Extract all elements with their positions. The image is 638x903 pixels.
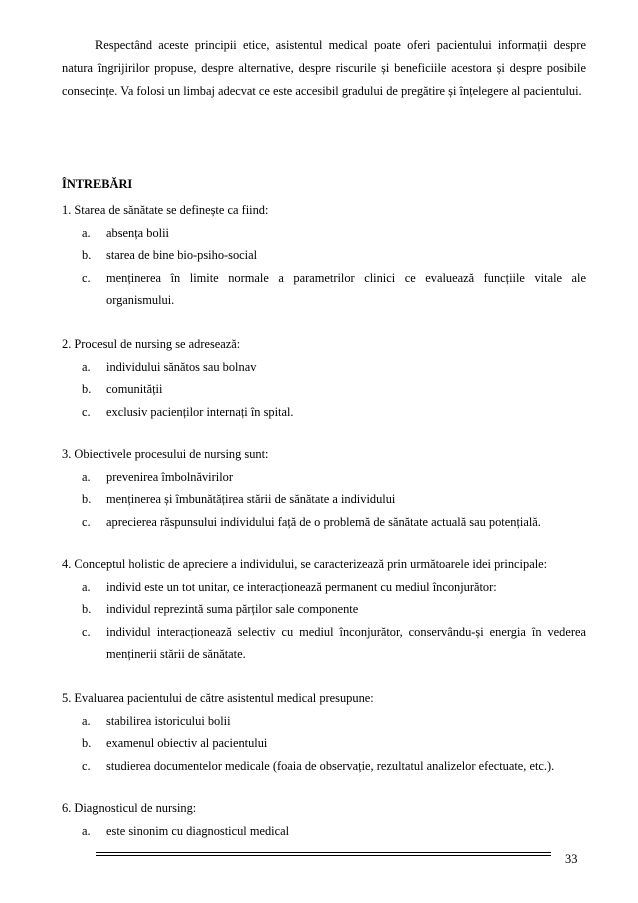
footer-rule (96, 852, 551, 856)
option-c (62, 401, 586, 424)
question-text: 3. Obiectivele procesului de nursing sunt: (62, 447, 269, 461)
option-letter: b. (82, 248, 92, 263)
option-text: stabilirea istoricului bolii (106, 713, 231, 728)
option-letter: b. (82, 602, 92, 617)
question-text: 5. Evaluarea pacientului de către asistentul medical presupune: (62, 691, 374, 705)
option-a (62, 710, 586, 733)
options-list (62, 356, 586, 424)
option-a (62, 466, 586, 489)
option-a (62, 576, 586, 599)
question-4 (62, 553, 586, 666)
option-letter: c. (82, 624, 91, 639)
option-text: individul interacționează selectiv cu mediul înconjurător, conservându-și energia în vederea menținerii stării de sănătate. (106, 624, 586, 662)
option-text: absența bolii (106, 225, 169, 240)
option-text: aprecierea răspunsului individului față de o problemă de sănătate actuală sau potențială. (106, 514, 541, 529)
options-list (62, 710, 586, 778)
option-b (62, 244, 586, 267)
question-text: 2. Procesul de nursing se adresează: (62, 337, 241, 351)
page-number: 33 (565, 852, 578, 866)
intro-text: Respectând aceste principii etice, asistentul medical poate oferi pacientului informații despre natura îngrijirilor propuse, despre alternative, despre riscurile și beneficiile acestora și despre posibile consecințe. Va folosi un limbaj adecvat ce este accesibil gradului de pregătire și înțelegere al pacientului. (62, 38, 586, 99)
option-letter: b. (82, 382, 92, 397)
question-3 (62, 443, 586, 533)
option-text: starea de bine bio-psiho-social (106, 248, 258, 263)
option-text: individ este un tot unitar, ce interacționează permanent cu mediul înconjurător: (106, 579, 497, 594)
options-list (62, 820, 586, 843)
option-text: menținerea și îmbunătățirea stării de sănătate a individului (106, 492, 396, 507)
question-text: 1. Starea de sănătate se definește ca fiind: (62, 203, 269, 217)
option-a (62, 820, 586, 843)
option-text: studierea documentelor medicale (foaia de observație, rezultatul analizelor efectuate, etc.). (106, 758, 555, 773)
option-text: comunității (106, 382, 163, 397)
question-6 (62, 797, 586, 842)
option-letter: a. (82, 713, 91, 728)
option-b (62, 488, 586, 511)
option-c (62, 267, 586, 312)
option-letter: b. (82, 736, 92, 751)
options-list (62, 466, 586, 534)
option-c (62, 621, 586, 666)
option-a (62, 222, 586, 245)
option-letter: b. (82, 492, 92, 507)
option-letter: c. (82, 404, 91, 419)
options-list (62, 222, 586, 312)
section-heading: ÎNTREBĂRI (62, 177, 133, 191)
question-5 (62, 687, 586, 777)
option-text: exclusiv pacienților internați în spital. (106, 404, 294, 419)
option-letter: c. (82, 758, 91, 773)
options-list (62, 576, 586, 666)
option-text: individului sănătos sau bolnav (106, 359, 257, 374)
question-1 (62, 199, 586, 312)
option-letter: a. (82, 359, 91, 374)
option-letter: c. (82, 270, 91, 285)
option-text: prevenirea îmbolnăvirilor (106, 469, 233, 484)
option-a (62, 356, 586, 379)
option-letter: a. (82, 225, 91, 240)
option-b (62, 732, 586, 755)
option-letter: a. (82, 579, 91, 594)
question-2 (62, 333, 586, 423)
option-c (62, 755, 586, 778)
option-letter: a. (82, 823, 91, 838)
option-text: individul reprezintă suma părților sale componente (106, 602, 359, 617)
option-letter: a. (82, 469, 91, 484)
option-text: menținerea în limite normale a parametrilor clinici ce evaluează funcțiile vitale ale organismului. (106, 270, 586, 308)
option-b (62, 378, 586, 401)
option-letter: c. (82, 514, 91, 529)
question-text: 4. Conceptul holistic de apreciere a individului, se caracterizează prin următoarele idei principale: (62, 557, 548, 571)
option-c (62, 511, 586, 534)
intro-paragraph (62, 34, 586, 104)
question-text: 6. Diagnosticul de nursing: (62, 801, 197, 815)
option-text: este sinonim cu diagnosticul medical (106, 823, 290, 838)
option-b (62, 598, 586, 621)
option-text: examenul obiectiv al pacientului (106, 736, 268, 751)
